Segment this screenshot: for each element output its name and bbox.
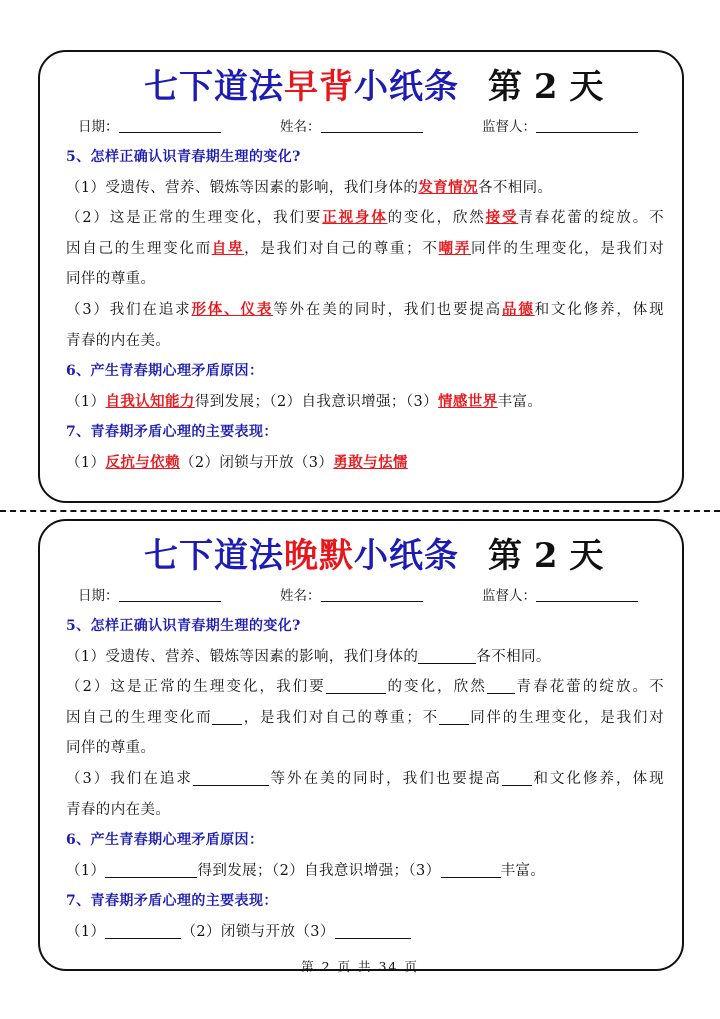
blank-line bbox=[105, 861, 197, 878]
text-line: 同伴的尊重。 bbox=[66, 740, 156, 757]
text-line: 青春的内在美。 bbox=[66, 332, 171, 349]
text-line: （1）受遗传、营养、锻炼等因素的影响，我们身体的 各不相同。 bbox=[66, 648, 551, 665]
text-line: （3）我们在追求形体、仪表等外在美的同时，我们也要提高品德和文化修养，体现 bbox=[66, 300, 664, 318]
answer: 接受 bbox=[485, 209, 519, 227]
supervisor-line bbox=[536, 587, 638, 602]
text-line: （1）反抗与依赖（2）闭锁与开放（3）勇敢与怯懦 bbox=[66, 453, 408, 471]
evening-title-row bbox=[40, 531, 682, 581]
text-line: （2）这是正常的生理变化，我们要正视身体的变化，欣然接受青春花蕾的绽放。不 bbox=[66, 209, 664, 227]
answer: 正视身体 bbox=[322, 209, 388, 227]
signature-fields bbox=[40, 584, 682, 604]
date-line bbox=[119, 118, 221, 133]
answer: 自卑 bbox=[211, 239, 245, 257]
text-line: （3）我们在追求 等外在美的同时，我们也要提高 和文化修养，体现 bbox=[66, 770, 664, 787]
blank-line bbox=[193, 769, 269, 786]
text-line: （1）受遗传、营养、锻炼等因素的影响，我们身体的发育情况各不相同。 bbox=[66, 178, 553, 196]
blank-line bbox=[335, 922, 411, 939]
answer: 反抗与依赖 bbox=[105, 453, 180, 471]
answer: 勇敢与怯懦 bbox=[333, 453, 408, 471]
text-line: （1） 得到发展；（2）自我意识增强；（3） 丰富。 bbox=[66, 862, 546, 879]
blank-line bbox=[105, 922, 181, 939]
question-5: 5、怎样正确认识青春期生理的变化? bbox=[66, 618, 301, 634]
date-line bbox=[119, 587, 221, 602]
blank-line bbox=[441, 861, 501, 878]
question-7: 7、青春期矛盾心理的主要表现： bbox=[66, 893, 278, 910]
name-line bbox=[321, 118, 423, 133]
text-line: （1）自我认知能力得到发展；（2）自我意识增强；（3）情感世界丰富。 bbox=[66, 392, 543, 410]
text-line: 同伴的尊重。 bbox=[66, 271, 156, 288]
morning-title-row bbox=[40, 62, 682, 112]
supervisor-field: 监督人： bbox=[482, 115, 638, 135]
answer: 情感世界 bbox=[438, 392, 498, 410]
page-footer: 第 2 页 共 34 页 bbox=[301, 959, 419, 974]
question-5: 5、怎样正确认识青春期生理的变化? bbox=[66, 149, 301, 165]
evening-content bbox=[66, 611, 664, 948]
name-line bbox=[321, 587, 423, 602]
day-label: 第 2 天 bbox=[488, 67, 604, 107]
answer: 形体 bbox=[191, 300, 225, 318]
supervisor-field: 监督人： bbox=[482, 584, 638, 604]
cut-line-divider bbox=[0, 510, 720, 512]
day-label: 第 2 天 bbox=[488, 536, 604, 576]
title-highlight: 早背 bbox=[284, 67, 354, 107]
evening-card bbox=[38, 519, 684, 971]
blank-line bbox=[502, 769, 532, 786]
signature-fields bbox=[40, 115, 682, 135]
blank-line bbox=[326, 677, 386, 694]
blank-line bbox=[418, 647, 476, 664]
morning-card bbox=[38, 50, 684, 503]
question-6: 6、产生青春期心理矛盾原因： bbox=[66, 363, 264, 380]
answer: 发育情况 bbox=[418, 178, 478, 196]
name-field: 姓名： bbox=[280, 584, 423, 604]
text-line: 因自己的生理变化而自卑，是我们对自己的尊重；不嘲弄同伴的生理变化，是我们对 bbox=[66, 239, 664, 257]
blank-line bbox=[439, 708, 469, 725]
text-line: 因自己的生理变化而 ，是我们对自己的尊重；不 同伴的生理变化，是我们对 bbox=[66, 709, 664, 726]
question-7: 7、青春期矛盾心理的主要表现： bbox=[66, 424, 278, 441]
supervisor-line bbox=[536, 118, 638, 133]
answer: 仪表 bbox=[240, 300, 274, 318]
date-field: 日期： bbox=[78, 584, 221, 604]
name-field: 姓名： bbox=[280, 115, 423, 135]
date-field: 日期： bbox=[78, 115, 221, 135]
answer: 品德 bbox=[501, 300, 535, 318]
text-line: （1） （2）闭锁与开放（3） bbox=[66, 917, 664, 948]
morning-content bbox=[66, 142, 664, 479]
evening-title: 七下道法晚默小纸条 bbox=[144, 536, 459, 576]
title-highlight: 晚默 bbox=[284, 536, 354, 576]
answer: 自我认知能力 bbox=[105, 392, 195, 410]
morning-title: 七下道法早背小纸条 bbox=[144, 67, 459, 107]
text-line: 青春的内在美。 bbox=[66, 801, 171, 818]
text-line: （2）这是正常的生理变化，我们要 的变化，欣然 青春花蕾的绽放。不 bbox=[66, 679, 664, 696]
blank-line bbox=[487, 677, 515, 694]
answer: 嘲弄 bbox=[438, 239, 471, 257]
question-6: 6、产生青春期心理矛盾原因： bbox=[66, 832, 264, 849]
blank-line bbox=[212, 708, 242, 725]
